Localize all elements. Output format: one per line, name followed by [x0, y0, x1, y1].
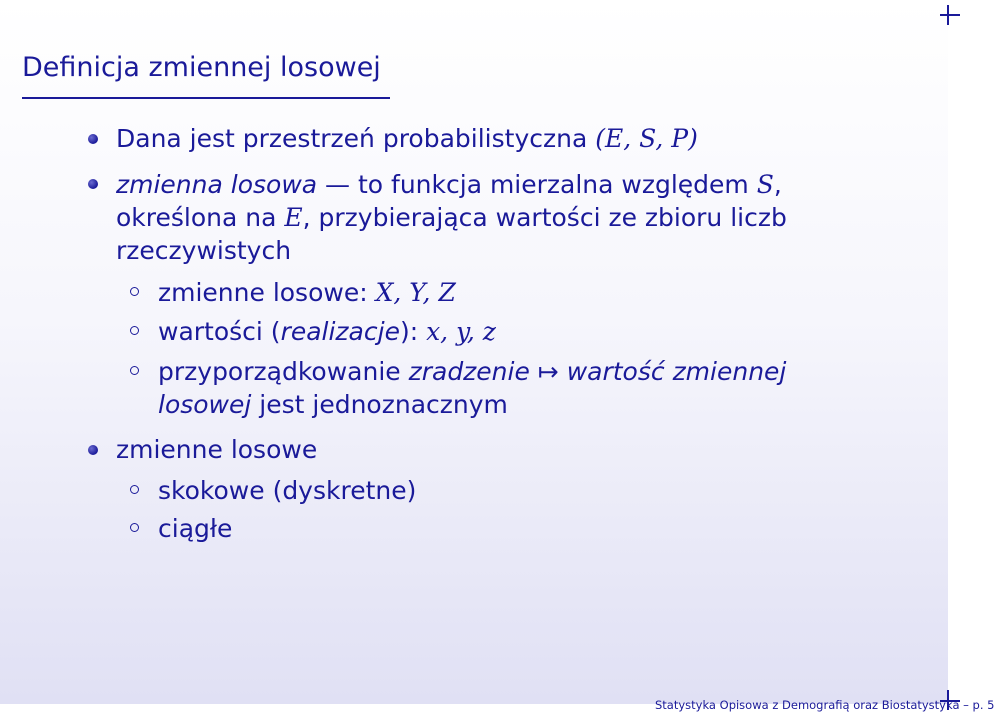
sub-item-text: ciągłe: [158, 514, 233, 543]
bullet-item-1: [116, 122, 698, 155]
sub-item-1: [158, 276, 456, 309]
sub-item-text: wartości (: [158, 317, 281, 346]
emphasis-term: wartość zmiennej: [566, 357, 787, 386]
bullet-text: rzeczywistych: [116, 236, 292, 265]
slide-footer: Statystyka Opisowa z Demografią oraz Biostatystyka – p. 5: [655, 698, 995, 712]
math-expression: S: [756, 170, 774, 199]
bullet-icon: [88, 179, 98, 189]
bullet-text: , przybierająca wartości ze zbioru liczb: [302, 203, 787, 232]
sub-item-text: przyporządkowanie: [158, 357, 409, 386]
sub-item-2: [158, 315, 496, 348]
sub-item-3-line-1: [158, 355, 786, 388]
math-expression: (E, S, P): [595, 124, 698, 153]
sub-item-5: [158, 512, 232, 545]
bullet-item-2-line-2: [116, 201, 787, 234]
math-expression: x, y, z: [426, 317, 496, 346]
sub-item-text: zmienne losowe:: [158, 278, 376, 307]
bullet-text: — to funkcja mierzalna względem: [317, 170, 757, 199]
emphasis-term: zradzenie: [408, 357, 530, 386]
sub-bullet-icon: [130, 326, 139, 335]
sub-bullet-icon: [130, 287, 139, 296]
sub-bullet-icon: [130, 523, 139, 532]
bullet-item-2-line-3: [116, 234, 291, 267]
sub-item-text: jest jednoznacznym: [251, 390, 508, 419]
corner-mark-top-v: [947, 5, 949, 25]
emphasis-term: losowej: [158, 390, 252, 419]
title-underline: [22, 97, 390, 99]
math-expression: X, Y, Z: [375, 278, 456, 307]
sub-item-3-line-2: [158, 388, 508, 421]
sub-item-text: ):: [399, 317, 427, 346]
math-expression: E: [284, 203, 303, 232]
bullet-text: zmienne losowe: [116, 435, 318, 464]
bullet-text: Dana jest przestrzeń probabilistyczna: [116, 124, 596, 153]
bullet-text: określona na: [116, 203, 285, 232]
emphasis-term: realizacje: [280, 317, 400, 346]
bullet-item-3: [116, 433, 317, 466]
maps-to-arrow-icon: ↦: [529, 357, 567, 386]
bullet-text: ,: [773, 170, 782, 199]
corner-mark-top-h: [940, 14, 960, 16]
bullet-item-2-line-1: [116, 168, 782, 201]
sub-item-4: [158, 474, 416, 507]
sub-bullet-icon: [130, 366, 139, 375]
sub-item-text: skokowe (dyskretne): [158, 476, 417, 505]
bullet-icon: [88, 445, 98, 455]
slide-title: Definicja zmiennej losowej: [22, 52, 381, 83]
emphasis-term: zmienna losowa: [116, 170, 318, 199]
bullet-icon: [88, 134, 98, 144]
sub-bullet-icon: [130, 485, 139, 494]
